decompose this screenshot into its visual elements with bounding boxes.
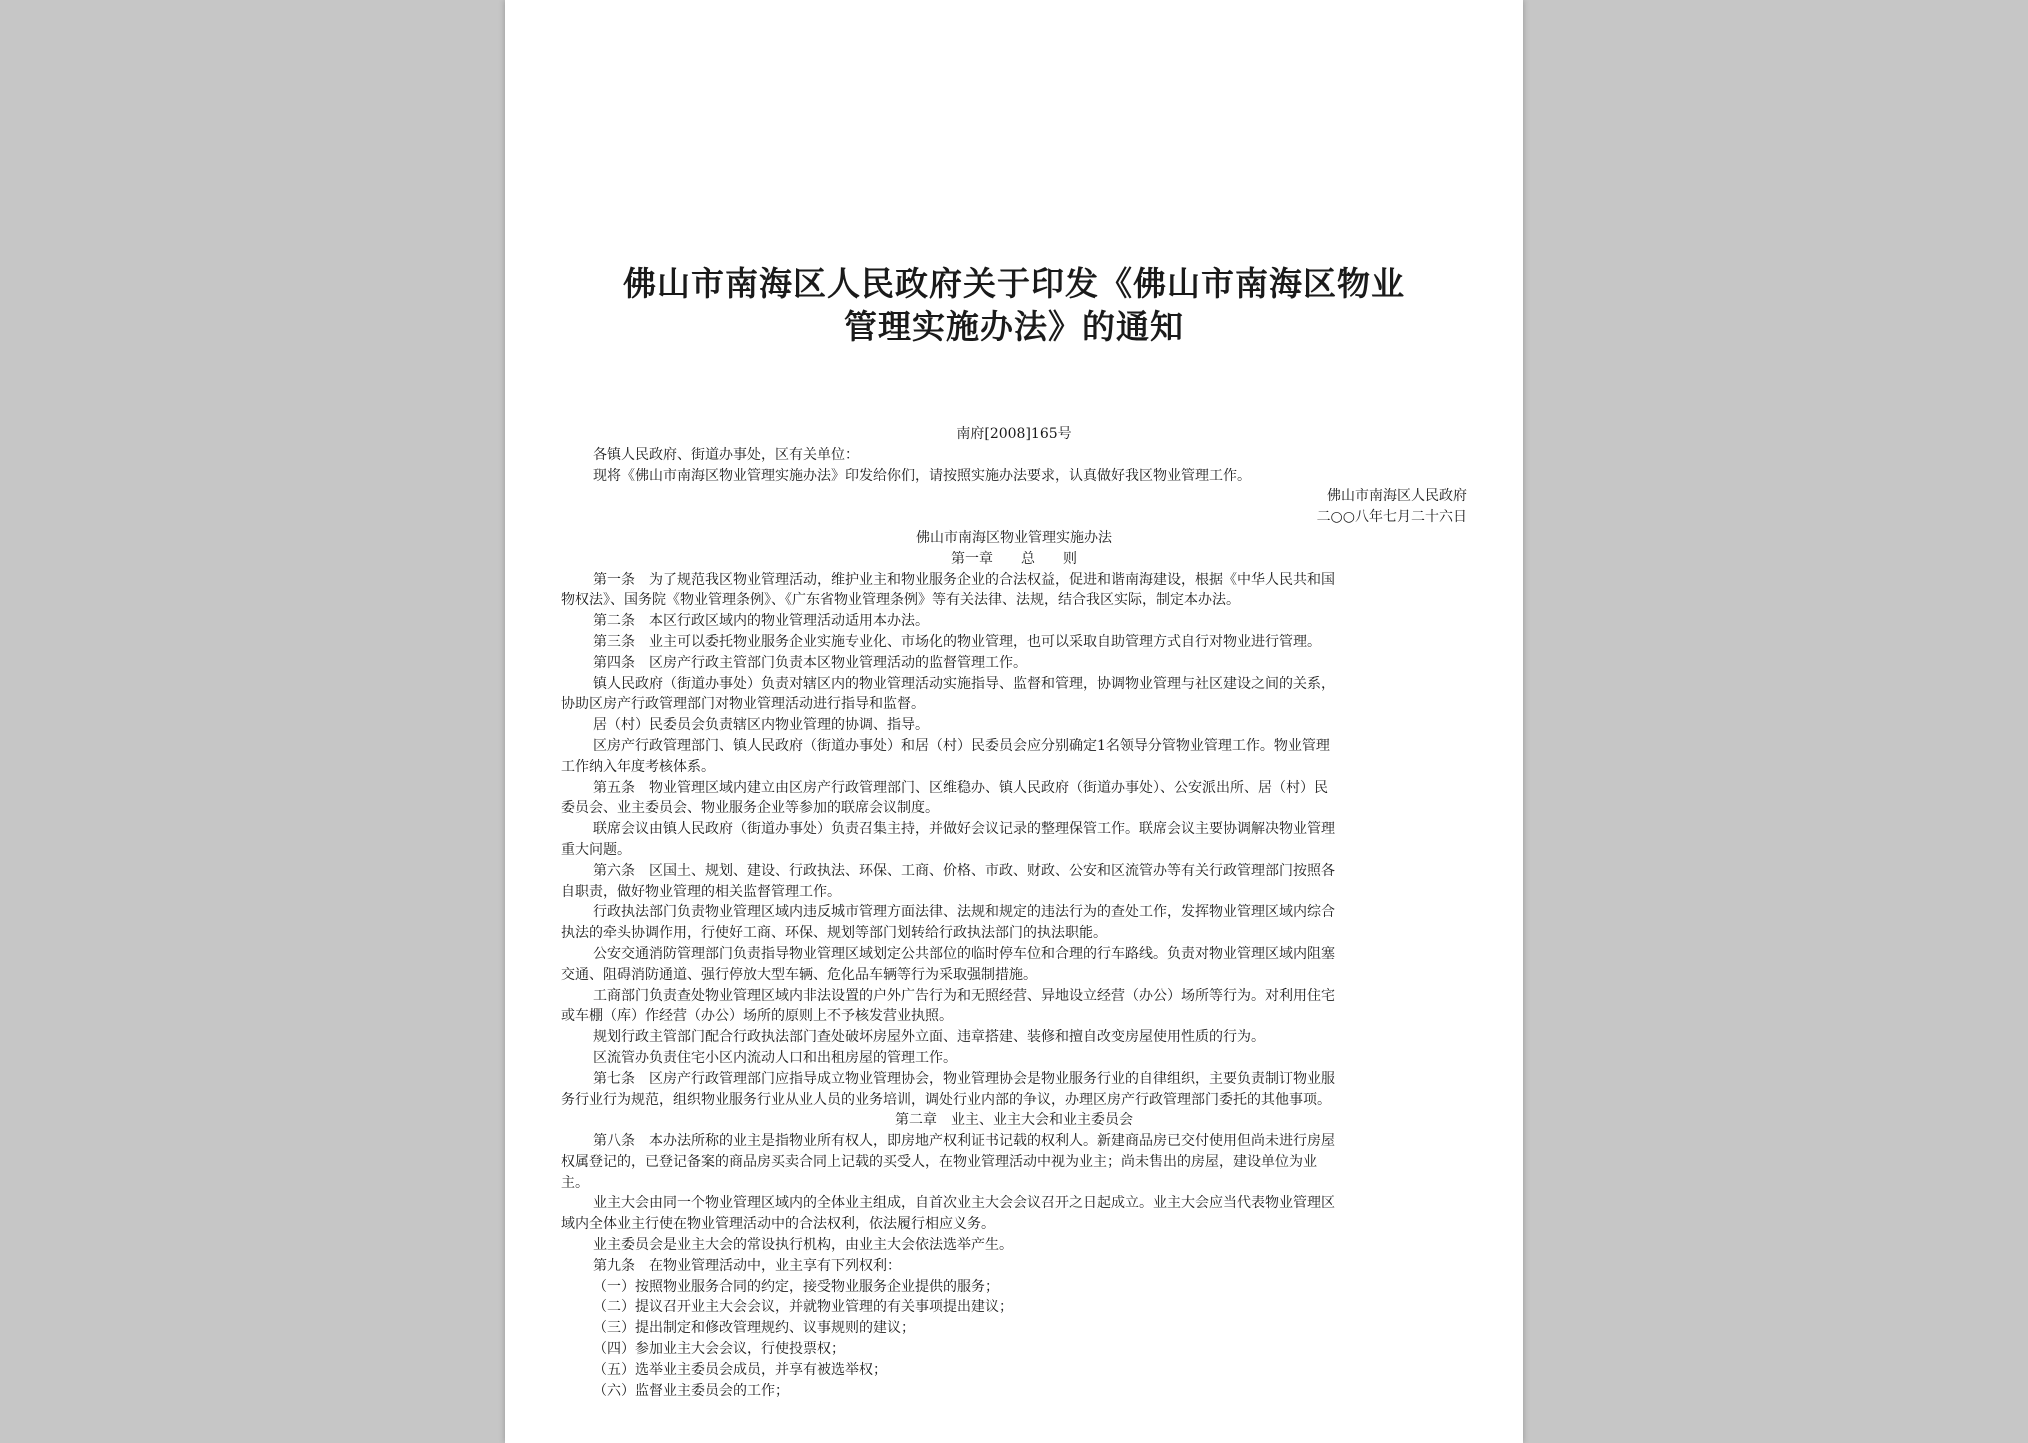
body-line: 自职责，做好物业管理的相关监督管理工作。 [561, 883, 841, 900]
body-line: （一）按照物业服务合同的约定，接受物业服务企业提供的服务； [593, 1278, 999, 1295]
notice-text: 现将《佛山市南海区物业管理实施办法》印发给你们，请按照实施办法要求，认真做好我区物业管理工作。 [593, 467, 1251, 484]
body-line: 联席会议由镇人民政府（街道办事处）负责召集主持，并做好会议记录的整理保管工作。联席会议主要协调解决物业管理 [593, 821, 1335, 838]
issuer: 佛山市南海区人民政府 [1327, 488, 1467, 505]
body-line: （二）提议召开业主大会会议，并就物业管理的有关事项提出建议； [593, 1299, 1013, 1316]
body-line: 第九条 在物业管理活动中，业主享有下列权利： [593, 1257, 901, 1274]
body-line: （三）提出制定和修改管理规约、议事规则的建议； [593, 1320, 915, 1337]
body-line: 行政执法部门负责物业管理区域内违反城市管理方面法律、法规和规定的违法行为的查处工作，发挥物业管理区域内综合 [593, 904, 1335, 921]
body-line: 物权法》、国务院《物业管理条例》、《广东省物业管理条例》等有关法律、法规，结合我区实际，制定本办法。 [561, 592, 1240, 609]
body-line: 第二条 本区行政区域内的物业管理活动适用本办法。 [593, 613, 929, 630]
body-line: 交通、阻碍消防通道、强行停放大型车辆、危化品车辆等行为采取强制措施。 [561, 966, 1037, 983]
chapter-heading: 第二章 业主、业主大会和业主委员会 [895, 1112, 1133, 1129]
body-line: （四）参加业主大会会议，行使投票权； [593, 1341, 845, 1358]
title-line-2: 管理实施办法》的通知 [844, 307, 1184, 346]
chapter-heading: 第一章 总 则 [951, 550, 1077, 567]
body-line: 规划行政主管部门配合行政执法部门查处破坏房屋外立面、违章搭建、装修和擅自改变房屋使用性质的行为。 [593, 1029, 1265, 1046]
body-line: 权属登记的，已登记备案的商品房买卖合同上记载的买受人，在物业管理活动中视为业主；尚未售出的房屋，建设单位为业 [561, 1153, 1317, 1170]
body-line: 第一条 为了规范我区物业管理活动，维护业主和物业服务企业的合法权益，促进和谐南海建设，根据《中华人民共和国 [593, 571, 1335, 588]
body-line: 工商部门负责查处物业管理区域内非法设置的户外广告行为和无照经营、异地设立经营（办公）场所等行为。对利用住宅 [593, 987, 1335, 1004]
body-line: 或车棚（库）作经营（办公）场所的原则上不予核发营业执照。 [561, 1008, 953, 1025]
body-line: 区流管办负责住宅小区内流动人口和出租房屋的管理工作。 [593, 1049, 957, 1066]
body-line: 工作纳入年度考核体系。 [561, 758, 715, 775]
body-line: 第八条 本办法所称的业主是指物业所有权人，即房地产权利证书记载的权利人。新建商品房已交付使用但尚未进行房屋 [593, 1133, 1335, 1150]
body-line: 公安交通消防管理部门负责指导物业管理区域划定公共部位的临时停车位和合理的行车路线。负责对物业管理区域内阻塞 [593, 945, 1335, 962]
body-line: 第七条 区房产行政管理部门应指导成立物业管理协会，物业管理协会是物业服务行业的自律组织，主要负责制订物业服 [593, 1070, 1335, 1087]
body-line: 业主大会由同一个物业管理区域内的全体业主组成，自首次业主大会会议召开之日起成立。业主大会应当代表物业管理区 [593, 1195, 1335, 1212]
document-page [505, 0, 1523, 1443]
body-line: 第三条 业主可以委托物业服务企业实施专业化、市场化的物业管理，也可以采取自助管理方式自行对物业进行管理。 [593, 633, 1321, 650]
document-body [561, 424, 1467, 1401]
document-title [600, 262, 1428, 348]
body-line: 区房产行政管理部门、镇人民政府（街道办事处）和居（村）民委员会应分别确定1名领导分管物业管理工作。物业管理 [593, 737, 1330, 754]
body-line: 务行业行为规范，组织物业服务行业从业人员的业务培训，调处行业内部的争议，办理区房产行政管理部门委托的其他事项。 [561, 1091, 1331, 1108]
addressee: 各镇人民政府、街道办事处，区有关单位： [593, 446, 859, 463]
document-number: 南府[2008]165号 [956, 426, 1072, 442]
body-line: 居（村）民委员会负责辖区内物业管理的协调、指导。 [593, 717, 929, 734]
body-line: （五）选举业主委员会成员，并享有被选举权； [593, 1361, 887, 1378]
issue-date: 二○○八年七月二十六日 [1316, 509, 1467, 526]
body-line: 执法的牵头协调作用，行使好工商、环保、规划等部门划转给行政执法部门的执法职能。 [561, 925, 1107, 942]
body-line: 第四条 区房产行政主管部门负责本区物业管理活动的监督管理工作。 [593, 654, 1027, 671]
article-lines [561, 570, 1467, 1402]
body-line: 主。 [561, 1174, 589, 1191]
body-line: 镇人民政府（街道办事处）负责对辖区内的物业管理活动实施指导、监督和管理，协调物业管理与社区建设之间的关系， [593, 675, 1335, 692]
body-line: 业主委员会是业主大会的常设执行机构，由业主大会依法选举产生。 [593, 1237, 1013, 1254]
body-line: 第五条 物业管理区域内建立由区房产行政管理部门、区维稳办、镇人民政府（街道办事处）、公安派出所、居（村）民 [593, 779, 1328, 796]
body-line: 委员会、业主委员会、物业服务企业等参加的联席会议制度。 [561, 800, 939, 817]
body-line: 协助区房产行政管理部门对物业管理活动进行指导和监督。 [561, 696, 925, 713]
body-line: 域内全体业主行使在物业管理活动中的合法权利，依法履行相应义务。 [561, 1216, 995, 1233]
measures-title: 佛山市南海区物业管理实施办法 [916, 529, 1112, 546]
body-line: （六）监督业主委员会的工作； [593, 1382, 789, 1399]
body-line: 第六条 区国土、规划、建设、行政执法、环保、工商、价格、市政、财政、公安和区流管办等有关行政管理部门按照各 [593, 862, 1335, 879]
body-line: 重大问题。 [561, 841, 631, 858]
title-line-1: 佛山市南海区人民政府关于印发《佛山市南海区物业 [623, 264, 1405, 303]
